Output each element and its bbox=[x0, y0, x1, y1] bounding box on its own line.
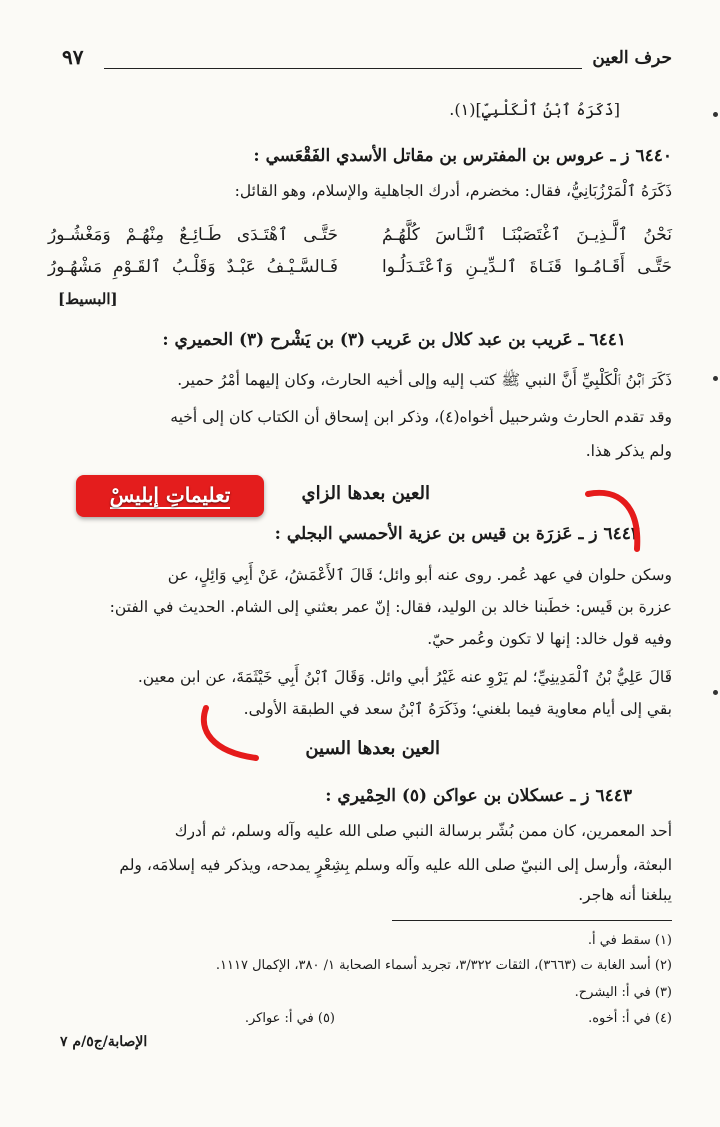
header-rule bbox=[104, 68, 582, 69]
text-line: وفيه قول خالد: إنها لا تكون وعُمر حيّ. bbox=[427, 630, 672, 648]
meter-label: [البسيط] bbox=[58, 290, 118, 308]
entry-title-6443: ٦٤٤٣ ز ـ عسكلان بن عواكن (٥) الحِمْيري : bbox=[325, 786, 632, 806]
text-line: يبلغنا أنه هاجر. bbox=[578, 886, 672, 904]
section-heading: العين بعدها الزاي bbox=[301, 483, 430, 504]
text-line: [ذَكَرَهُ ٱبْنُ ٱلْكَلْبِيِّ](١). bbox=[449, 100, 620, 119]
entry-title-6442: ٦٤٤٢ ز ـ عَزرَة بن قيس بن عزية الأحمسي البجلي : bbox=[274, 524, 640, 544]
text-line: بقي إلى أيام معاوية فيما بلغني؛ وذَكَرَهُ ٱبْنُ سعد في الطبقة الأولى. bbox=[243, 700, 672, 718]
chapter-title: حرف العين bbox=[592, 48, 672, 68]
entry-title-6440: ٦٤٤٠ ز ـ عروس بن المفترس بن مقاتل الأسدي الفَقْعَسي : bbox=[253, 146, 672, 166]
footnote-rule bbox=[392, 920, 672, 921]
footnote: (٣) في أ: اليشرح. bbox=[574, 985, 672, 1000]
badge-text: تعليماتِ إبليسْ bbox=[109, 483, 231, 507]
margin-dot bbox=[713, 112, 718, 117]
footnote: (٢) أسد الغابة ت (٣٦٦٣)، الثقات ٣/٣٢٢، تجريد أسماء الصحابة ١/ ٣٨٠، الإكمال ١١١٧. bbox=[215, 958, 672, 973]
verse-hemistich: حَتَّـى أَقَـامُـوا قَنَـاةَ ٱلـدِّيـنِ وَٱعْتَـدَلُـوا bbox=[382, 257, 672, 277]
text-line: وقد تقدم الحارث وشرحبيل أخواه(٤)، وذكر ابن إسحاق أن الكتاب كان إلى أخيه bbox=[170, 408, 672, 426]
text-line: عزرة بن قَيس: خطَبنا خالد بن الوليد، فقال: إنّ عمر بعثني إلى الشام. الحديث في الفتن: bbox=[109, 598, 672, 616]
text-line: وسكن حلوان في عهد عُمر. روى عنه أبو وائل؛ قَالَ ٱلأَعْمَشُ، عَنْ أَبِي وَائِلٍ، عن bbox=[167, 566, 672, 584]
text-line: ولم يذكر هذا. bbox=[585, 442, 672, 460]
text-line: البعثة، وأرسل إلى النبيّ صلى الله عليه وآله وسلم بِشِعْرٍ يمدحه، ويذكر فيه إسلامَه، ولم bbox=[119, 856, 672, 874]
overlay-badge bbox=[76, 475, 264, 517]
verse-hemistich: حَتَّـى ٱهْتَـدَى طَـائِـعٌ مِنْهُـمْ وَمَغْشُـورُ bbox=[48, 225, 338, 245]
margin-dot bbox=[713, 690, 718, 695]
footnote: (١) سقط في أ. bbox=[587, 933, 672, 948]
section-heading: العين بعدها السين bbox=[305, 738, 440, 759]
verse-hemistich: نَحْنُ ٱلَّـذِيـنَ ٱغْتَصَبْنَـا ٱلنَّـاسَ كُلَّهُـمُ bbox=[382, 225, 672, 245]
text-line: أحد المعمرين، كان ممن بُشّر برسالة النبي صلى الله عليه وآله وسلم، ثم أدرك bbox=[174, 822, 672, 840]
footnote: (٤) في أ: أخوه. bbox=[588, 1011, 672, 1026]
margin-dot bbox=[713, 376, 718, 381]
text-line: قَالَ عَلِيُّ بْنُ ٱلْمَدِينِيِّ؛ لم يَرْوِ عنه غَيْرُ أبي وائل. وَقَالَ ٱبْنُ أَبِي خَيْثَمَةَ، عن ابن معين. bbox=[137, 668, 672, 686]
page-number: ٩٧ bbox=[62, 45, 84, 69]
entry-title-6441: ٦٤٤١ ـ عَريب بن عبد كلال بن عَريب (٣) بن يَشْرح (٣) الحميري : bbox=[162, 330, 626, 350]
footnote: (٥) في أ: عواكر. bbox=[244, 1011, 335, 1026]
text-line: ذَكَرَهُ ٱلْمَرْزُبَانِيُّ، فقال: مخضرم، أدرك الجاهلية والإسلام، وهو القائل: bbox=[234, 182, 672, 200]
verse-hemistich: فَـالسَّـيْـفُ عَبْـدٌ وَقَلْـبُ ٱلقَـوْمِ مَشْهُـورُ bbox=[48, 257, 338, 277]
text-line: ذَكَرَ ٱبْنُ ٱلْكَلْبِيِّ أَنَّ النبي ﷺ كتب إليه وإلى أخيه الحارث، وكان إليهما أمْرُ حمير. bbox=[177, 371, 672, 389]
volume-signature: الإصابة/ج٥/م ٧ bbox=[60, 1034, 148, 1050]
